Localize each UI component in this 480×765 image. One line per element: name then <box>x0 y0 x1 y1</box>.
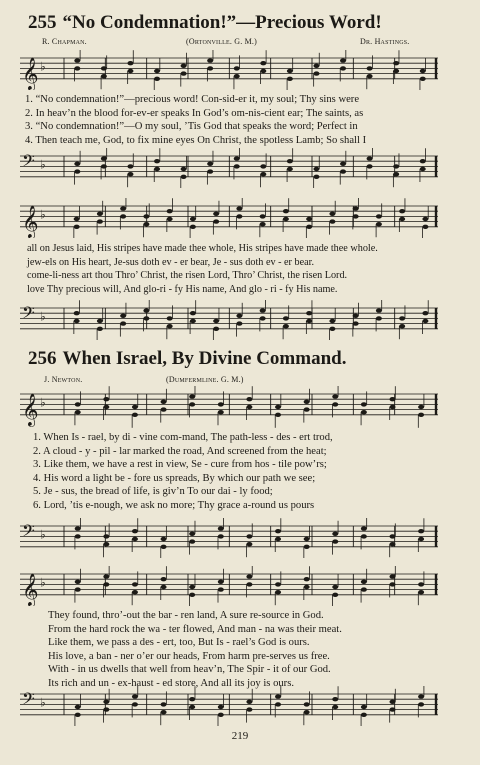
hymn-256-bass-staff-1 <box>20 518 440 558</box>
hymn-256-treble-staff-1 <box>20 386 440 428</box>
verse-line: 3. Like them, we have a rest in view, Se - cure from hos - tile pow’rs; <box>33 459 327 470</box>
note-chord <box>246 523 252 557</box>
treble-clef-icon: 𝄞 <box>22 392 39 426</box>
note-chord <box>418 571 424 605</box>
note-chord <box>120 198 126 229</box>
note-chord <box>127 153 133 187</box>
verse-line: 3. “No condemnation!”—O my soul, ’Tis God that speaks the word; Perfect in <box>25 121 358 132</box>
note-chord <box>189 386 195 417</box>
note-chord <box>332 386 338 417</box>
treble-clef-icon: 𝄞 <box>22 572 39 606</box>
treble-clef-icon: 𝄞 <box>22 204 39 238</box>
hymn-255-composer: Dr. Hastings. <box>360 37 410 46</box>
hymn-255-title <box>28 12 458 34</box>
note-chord <box>132 571 138 605</box>
note-chord <box>260 203 266 237</box>
flat-icon: ♭ <box>40 695 46 710</box>
note-chord <box>246 566 252 597</box>
hymn-256-title <box>28 348 458 370</box>
hymn-255-author: R. Chapman. <box>42 37 87 46</box>
verse-line: come-li-ness art thou Thro’ Christ, the risen Lord, Thro’ Christ, the risen Lord. <box>27 270 348 281</box>
hymn-256-title-text: When Israel, By Divine Command. <box>62 348 347 369</box>
hymn-256-bass-staff-2 <box>20 686 440 726</box>
hymn-256-number: 256 <box>28 348 57 369</box>
note-chord <box>260 153 266 187</box>
hymn-256-tune: (Dumfermline. G. M.) <box>166 375 244 384</box>
hymn-255-verses-1 <box>25 93 366 147</box>
note-chord <box>207 50 213 81</box>
verse-line: all on Jesus laid, His stripes have made thee whole, His stripes have made thee whole. <box>27 243 378 254</box>
verse-line: 1. When Is - rael, by di - vine com-mand, The path-less - des - ert trod, <box>33 432 333 443</box>
flat-icon: ♭ <box>40 309 46 324</box>
note-chord <box>283 305 289 339</box>
flat-icon: ♭ <box>40 575 46 590</box>
bass-clef-icon: 𝄢 <box>22 520 35 545</box>
note-chord <box>74 50 80 81</box>
verse-line: His love, a ban - ner o’er our heads, From harm pre-serves us free. <box>48 650 330 662</box>
note-chord <box>393 153 399 187</box>
note-chord <box>218 391 224 425</box>
note-chord <box>260 300 266 331</box>
note-chord <box>218 518 224 549</box>
flat-icon: ♭ <box>40 527 46 542</box>
verse-line: With - in us dwells that well from heav’n, The Spir - it of our God. <box>48 664 331 675</box>
verse-line: Its rich and un - ex-haust - ed store, And all its joy is ours. <box>48 677 294 689</box>
note-chord <box>367 55 373 89</box>
hymn-256-treble-staff-2 <box>20 566 440 606</box>
note-chord <box>275 571 281 605</box>
note-chord <box>236 198 242 229</box>
verse-line: 5. Je - sus, the bread of life, is giv’n To our dai - ly food; <box>33 486 273 497</box>
note-chord <box>75 518 81 549</box>
hymn-255-bass-staff-1 <box>20 148 440 188</box>
note-chord <box>167 305 173 339</box>
note-chord <box>161 691 167 725</box>
note-chord <box>361 391 367 425</box>
note-chord <box>103 566 109 597</box>
verse-line: They found, thro’-out the bar - ren land, A sure re-source in God. <box>48 610 324 621</box>
verse-line: love Thy precious will, And glo-ri - fy His name, And glo - ri - fy His name. <box>27 283 338 295</box>
verse-line: jew-els on His heart, Je-sus doth ev - er bear, Je - sus doth ev - er bear. <box>27 256 315 268</box>
treble-clef-icon: 𝄞 <box>22 56 39 90</box>
bass-clef-icon: 𝄢 <box>22 688 35 713</box>
hymn-255-verses-2 <box>27 242 378 296</box>
flat-icon: ♭ <box>40 59 46 74</box>
verse-line: 2. A cloud - y - pil - lar marked the road, And screened from the heat; <box>33 445 327 457</box>
bass-clef-icon: 𝄢 <box>22 302 35 327</box>
hymn-255-number: 255 <box>28 12 57 33</box>
note-chord <box>361 518 367 549</box>
verse-line: 1. “No condemnation!”—precious word! Con-sid-er it, my soul; Thy sins were <box>25 94 360 105</box>
flat-icon: ♭ <box>40 207 46 222</box>
note-chord <box>399 305 405 339</box>
hymn-255-bass-staff-2 <box>20 300 440 340</box>
verse-line: 2. In heav’n the blood for-ev-er speaks In God’s om-nis-cient ear; The saints, as <box>25 107 364 119</box>
hymn-255-title-text: “No Condemnation!”—Precious Word! <box>62 12 382 33</box>
note-chord <box>101 148 107 179</box>
hymn-255-treble-staff-1 <box>20 50 440 90</box>
note-chord <box>103 523 109 557</box>
flat-icon: ♭ <box>40 157 46 172</box>
verse-line: 6. Lord, ’tis e-nough, we ask no more; Thy grace a-round us pours <box>33 499 315 511</box>
note-chord <box>234 55 240 89</box>
hymn-255-tune: (Ortonville. G. M.) <box>186 37 257 46</box>
note-chord <box>340 50 346 81</box>
hymn-255-treble-staff-2 <box>20 198 440 238</box>
note-chord <box>418 686 424 717</box>
note-chord <box>367 148 373 179</box>
verse-line: From the hard rock the wa - ter flowed, And man - na was their meat. <box>48 623 342 635</box>
note-chord <box>132 686 138 717</box>
note-chord <box>234 148 240 179</box>
page-number: 219 <box>231 730 249 742</box>
verse-line: 4. His word a light be - fore us spreads, By which our path we see; <box>33 472 316 484</box>
hymn-256-author: J. Newton. <box>44 375 83 384</box>
note-chord <box>376 300 382 331</box>
verse-line: 4. Then teach me, God, to fix mine eyes On Christ, the spotless Lamb; So shall I <box>25 134 367 146</box>
note-chord <box>304 691 310 725</box>
verse-line: Like them, we pass a des - ert, too, But Is - rael’s God is ours. <box>48 637 310 648</box>
bass-clef-icon: 𝄢 <box>22 150 35 175</box>
hymn-256-verses-1 <box>33 431 333 512</box>
note-chord <box>376 203 382 237</box>
hymn-256-verses-2 <box>48 609 342 690</box>
note-chord <box>101 55 107 89</box>
note-chord <box>275 686 281 717</box>
flat-icon: ♭ <box>40 395 46 410</box>
note-chord <box>75 391 81 425</box>
